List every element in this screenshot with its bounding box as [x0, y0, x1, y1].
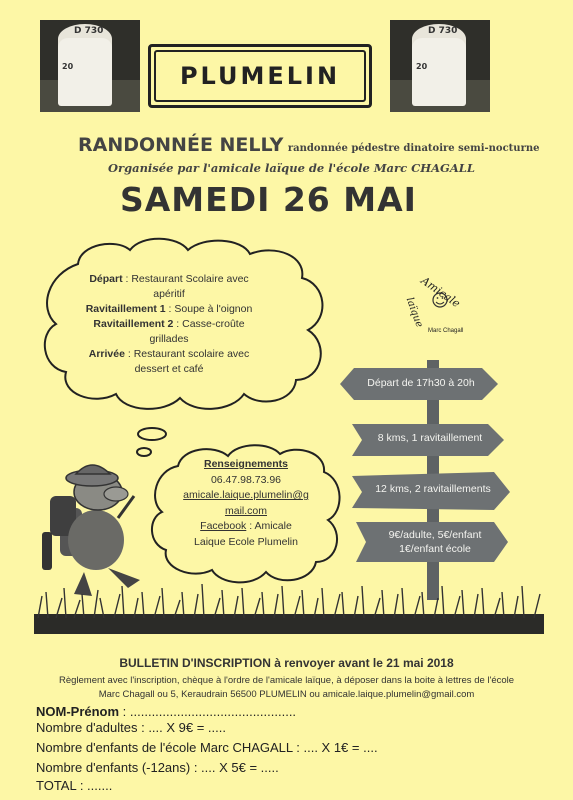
- event-name: RANDONNÉE NELLY: [78, 134, 284, 156]
- form-name-dots: : ..............................................: [119, 704, 297, 719]
- sign-3-label: 12 kms, 2 ravitaillements: [375, 483, 491, 495]
- sign-4-label-line1: 9€/adulte, 5€/enfant: [388, 529, 482, 541]
- form-name-line[interactable]: [36, 704, 296, 719]
- registration-text-line2: Marc Chagall ou 5, Keraudrain 56500 PLUMELIN ou amicale.laique.plumelin@gmail.com: [98, 689, 475, 700]
- info-email-line1[interactable]: amicale.laique.plumelin@g: [183, 489, 309, 501]
- sign-4-shape: [356, 518, 510, 566]
- program-ravit1: Ravitaillement 1 : Soupe à l'oignon: [85, 303, 253, 315]
- event-subtitle: randonnée pédestre dinatoire semi-nocturne: [287, 143, 540, 154]
- form-adults-line[interactable]: Nombre d'adultes : .... X 9€ = .....: [36, 720, 226, 735]
- logo-text-bottom: Marc Chagall: [428, 328, 464, 334]
- milestone-right: [412, 38, 466, 106]
- info-text: [166, 457, 326, 550]
- program-ravit2-line2: grillades: [149, 333, 189, 345]
- info-facebook: Facebook : Amicale: [200, 520, 292, 532]
- milestone-right-code: D 730: [428, 26, 458, 36]
- sign-1-label: Départ de 17h30 à 20h: [367, 377, 475, 389]
- form-total-line[interactable]: TOTAL : .......: [36, 778, 113, 793]
- event-date: SAMEDI 26 MAI: [120, 180, 417, 219]
- info-phone: 06.47.98.73.96: [210, 473, 282, 486]
- milestone-left-code: D 730: [74, 26, 104, 36]
- milestone-right-number: 20: [416, 62, 428, 71]
- town-sign: [148, 44, 372, 108]
- town-sign-name: PLUMELIN: [154, 50, 366, 102]
- milestone-photo-right: [390, 20, 490, 112]
- milestone-left: [58, 38, 112, 106]
- milestone-photo-left: [40, 20, 140, 112]
- info-email-line2[interactable]: mail.com: [224, 504, 267, 517]
- info-heading: Renseignements: [203, 458, 289, 470]
- form-name-label: NOM-Prénom: [36, 704, 120, 719]
- program-text: [64, 272, 274, 377]
- form-school-children-line[interactable]: Nombre d'enfants de l'école Marc CHAGALL : .... X 1€ = ....: [36, 740, 378, 755]
- logo-text-side: laïque: [403, 296, 425, 330]
- sign-4-label-line2: 1€/enfant école: [399, 543, 471, 555]
- grass-strip: [34, 574, 544, 634]
- event-organizer: Organisée par l'amicale laïque de l'école Marc CHAGALL: [108, 161, 475, 175]
- info-facebook-line2: Laique Ecole Plumelin: [194, 535, 298, 548]
- program-arrivee: Arrivée : Restaurant scolaire avec: [88, 348, 250, 360]
- amicale-logo: [404, 270, 472, 340]
- form-children-line[interactable]: Nombre d'enfants (-12ans) : .... X 5€ = .....: [36, 760, 279, 775]
- program-depart: Départ : Restaurant Scolaire avec: [89, 273, 249, 285]
- registration-text-line1: Règlement avec l'inscription, chèque à l'ordre de l'amicale laïque, à déposer dans la boite à lettres de l'école: [58, 675, 515, 686]
- sign-2-label: 8 kms, 1 ravitaillement: [377, 432, 483, 444]
- logo-text-top: Amicale: [418, 274, 463, 311]
- registration-title: BULLETIN D'INSCRIPTION à renvoyer avant le 21 mai 2018: [119, 656, 454, 670]
- milestone-left-number: 20: [62, 62, 74, 71]
- program-depart-line2: apéritif: [153, 288, 185, 300]
- program-arrivee-line2: dessert et café: [134, 363, 204, 375]
- program-ravit2: Ravitaillement 2 : Casse-croûte: [93, 318, 245, 330]
